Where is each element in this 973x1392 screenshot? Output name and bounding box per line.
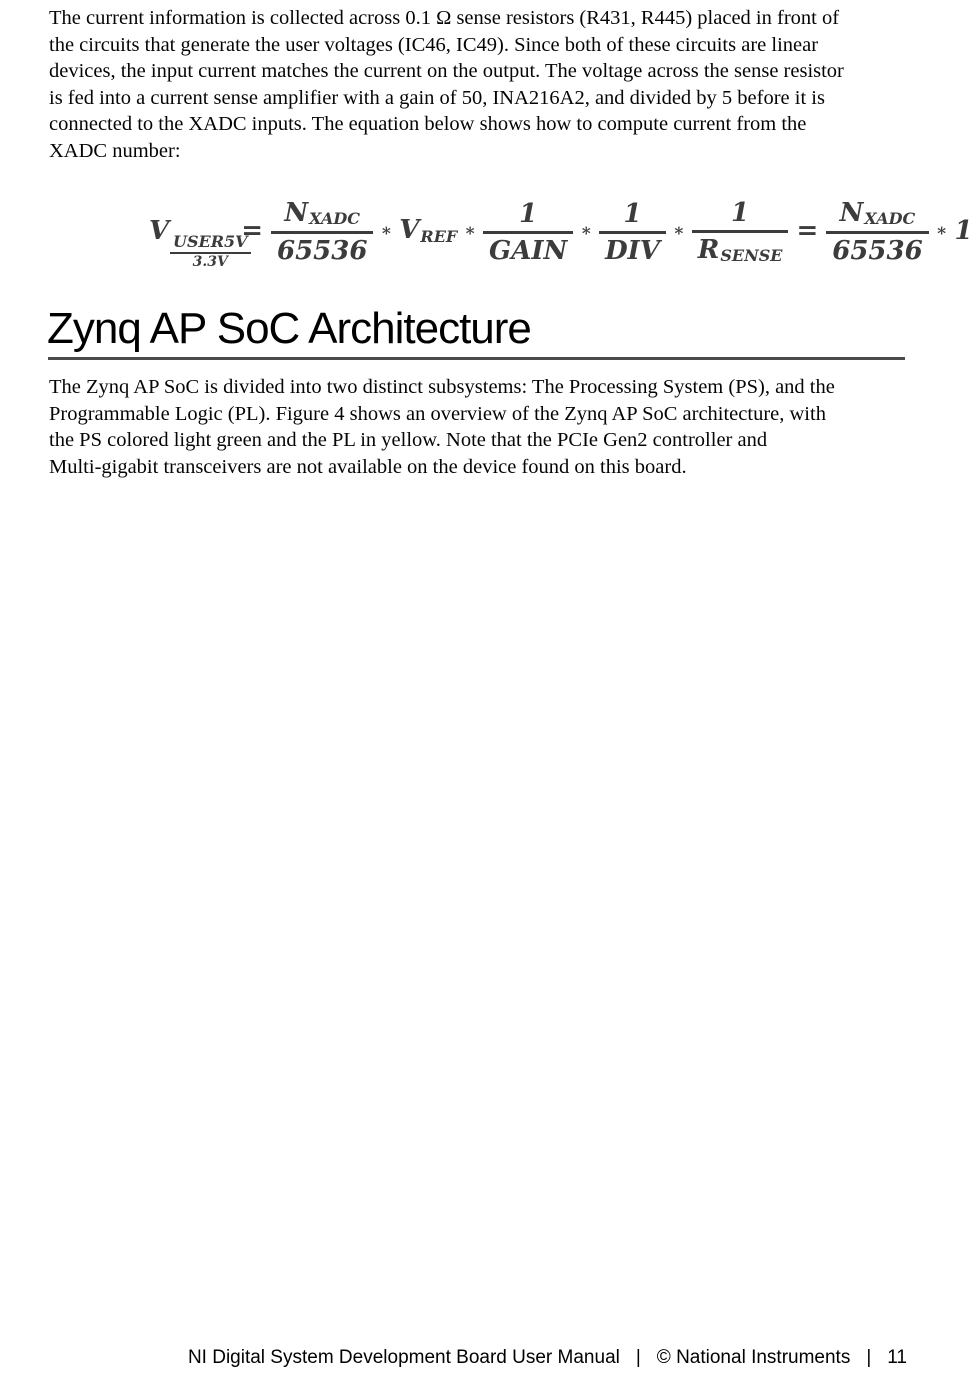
fraction-one-over-rsense — [692, 198, 789, 265]
paragraph-line: Programmable Logic (PL). Figure 4 shows an overview of the Zynq AP SoC architecture, with — [49, 402, 826, 425]
times-operator: ∗ — [464, 220, 476, 241]
fraction-numerator: 1 — [599, 199, 666, 234]
fraction-nxadc-over-65536 — [271, 198, 373, 265]
fraction-denominator: $R_{SENSE}$ — [697, 234, 783, 266]
equation-v-sub-numerator: USER5V — [170, 234, 251, 254]
paragraph-line: is fed into a current sense amplifier with a gain of 50, INA216A2, and divided by 5 before it is — [49, 86, 825, 109]
fraction-numerator: $N_{XADC}$ — [826, 198, 928, 235]
paragraph-line: the circuits that generate the user voltages (IC46, IC49). Since both of these circuits are linear — [49, 33, 819, 56]
footer-page-number: 11 — [887, 1347, 907, 1368]
times-operator: ∗ — [380, 220, 393, 241]
section-heading: Zynq AP SoC Architecture — [47, 304, 531, 353]
footer-copyright: © National Instruments — [656, 1347, 851, 1368]
footer-separator: | — [635, 1347, 641, 1368]
equation-v-sub-denominator: 3.3V — [192, 253, 228, 270]
times-operator: ∗ — [672, 220, 685, 241]
footer-manual-title: NI Digital System Development Board User Manual — [187, 1347, 620, 1368]
fraction-denominator: DIV — [605, 235, 660, 266]
equals-sign: = — [241, 216, 263, 246]
paragraph-line: XADC number: — [49, 139, 181, 162]
fraction-denominator: 65536 — [276, 236, 368, 267]
paragraph-line: connected to the XADC inputs. The equation below shows how to compute current from the — [49, 113, 807, 136]
paragraph-line: The current information is collected across 0.1 Ω sense resistors (R431, R445) placed in front of — [49, 7, 840, 29]
page-footer — [188, 1347, 907, 1369]
fraction-nxadc-over-65536-result — [826, 198, 928, 265]
fraction-one-over-div — [599, 199, 666, 264]
times-operator: ∗ — [580, 220, 593, 241]
fraction-denominator: 65536 — [832, 236, 923, 267]
fraction-numerator: 1 — [692, 198, 789, 233]
constant-one: 1 — [954, 216, 973, 246]
body-paragraph-zynq — [49, 374, 909, 480]
equation-v-base: V — [149, 216, 170, 246]
fraction-numerator: 1 — [483, 199, 573, 234]
times-operator: ∗ — [935, 220, 948, 241]
fraction-denominator: GAIN — [489, 235, 568, 266]
heading-rule — [48, 357, 905, 360]
equation-v-subscript-fraction — [170, 234, 251, 269]
equation-lhs-vuser5v — [149, 216, 248, 270]
footer-separator: | — [866, 1347, 872, 1368]
fraction-numerator: $N_{XADC}$ — [271, 198, 373, 235]
fraction-one-over-gain — [483, 199, 573, 264]
paragraph-line: Multi-gigabit transceivers are not available on the device found on this board. — [49, 455, 687, 478]
body-paragraph-current-sense — [49, 5, 909, 165]
paragraph-line: devices, the input current matches the current on the output. The voltage across the sense resistor — [49, 60, 844, 83]
paragraph-line: The Zynq AP SoC is divided into two distinct subsystems: The Processing System (PS), and the — [49, 376, 835, 398]
xadc-current-equation — [149, 193, 973, 269]
equals-sign: = — [796, 216, 819, 246]
paragraph-line: the PS colored light green and the PL in yellow. Note that the PCIe Gen2 controller and — [49, 429, 768, 452]
vref-term: $V_{REF}$ — [399, 215, 458, 246]
